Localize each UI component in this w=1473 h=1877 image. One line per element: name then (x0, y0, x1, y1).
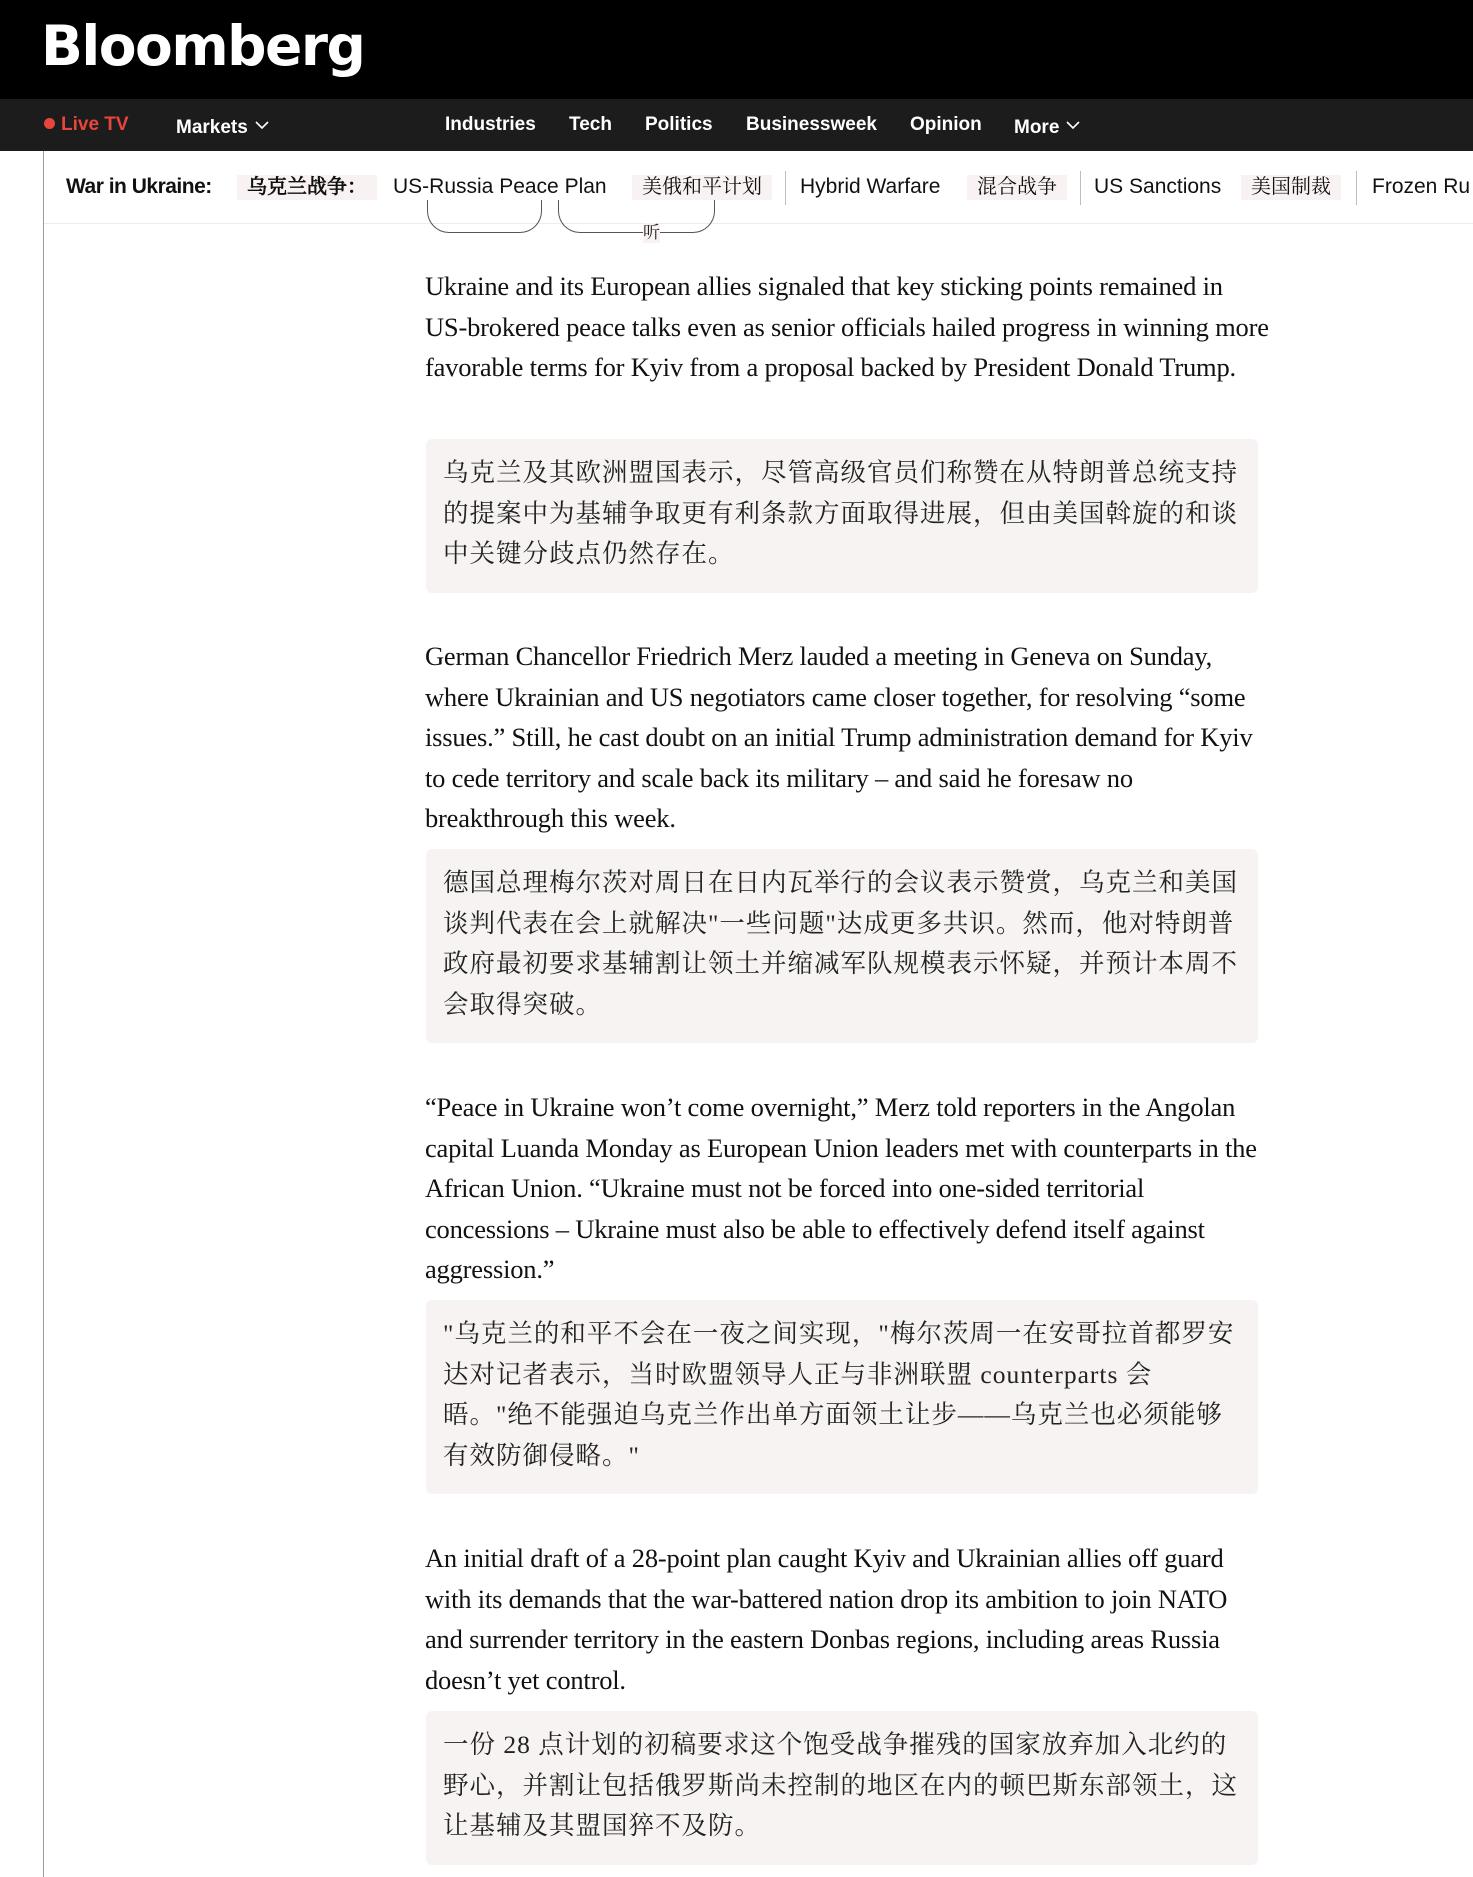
chevron-down-icon (1066, 99, 1080, 151)
listen-button-label: 听 (643, 223, 660, 242)
nav-politics[interactable]: Politics (645, 114, 713, 135)
article-action-button[interactable] (427, 200, 542, 233)
nav-markets[interactable] (176, 99, 269, 151)
topic-us-russia-peace-plan[interactable]: US-Russia Peace Plan (393, 175, 607, 198)
nav-more[interactable] (1014, 99, 1080, 151)
topic-translation: 混合战争 (967, 175, 1067, 200)
article-paragraph: Ukraine and its European allies signaled that key sticking points remained in US-brokered peace talks even as senior officials hailed progress in winning more favorable terms for Kyiv from a proposal backed by President Donald Trump. (425, 271, 1269, 383)
nav-businessweek[interactable]: Businessweek (746, 114, 877, 135)
subnav-title: War in Ukraine: (66, 175, 212, 198)
article-paragraph: An initial draft of a 28-point plan caught Kyiv and Ukrainian allies off guard with its demands that the war-battered nation drop its ambition to join NATO and surrender territory in the eastern Donbas regions, including areas Russia doesn’t yet control. (425, 1543, 1228, 1695)
nav-markets-label: Markets (176, 117, 248, 138)
article-paragraph: “Peace in Ukraine won’t come overnight,” Merz told reporters in the Angolan capital Luanda Monday as European Union leaders met with counterparts in the African Union. “Ukraine must not be forced into one-sided territorial concessions – Ukraine must also be able to effectively defend itself against aggression.” (425, 1092, 1257, 1285)
translation-block: "乌克兰的和平不会在一夜之间实现，"梅尔茨周一在安哥拉首都罗安达对记者表示，当时欧盟领导人正与非洲联盟 counterparts 会晤。"绝不能强迫乌克兰作出单方面领土让步——乌克兰也必须能够有效防御侵略。" (426, 1300, 1258, 1494)
topic-frozen-russian-assets[interactable]: Frozen Ru (1372, 175, 1471, 198)
main-nav (0, 99, 1473, 151)
nav-industries[interactable]: Industries (445, 114, 536, 135)
listen-button[interactable] (558, 200, 715, 233)
topic-translation: 美国制裁 (1241, 175, 1341, 200)
topic-translation: 美俄和平计划 (632, 175, 772, 200)
topic-us-sanctions[interactable]: US Sanctions (1094, 175, 1222, 198)
divider (1080, 171, 1081, 205)
nav-more-label: More (1014, 117, 1060, 138)
subnav-title-translation: 乌克兰战争： (237, 175, 377, 200)
nav-live-tv[interactable] (44, 99, 129, 151)
translation-block: 乌克兰及其欧洲盟国表示，尽管高级官员们称赞在从特朗普总统支持的提案中为基辅争取更有利条款方面取得进展，但由美国斡旋的和谈中关键分歧点仍然存在。 (426, 439, 1258, 593)
nav-live-tv-label: Live TV (61, 114, 129, 135)
translation-block: 一份 28 点计划的初稿要求这个饱受战争摧残的国家放弃加入北约的野心，并割让包括俄罗斯尚未控制的地区在内的顿巴斯东部领土，这让基辅及其盟国猝不及防。 (426, 1711, 1258, 1865)
translation-block: 德国总理梅尔茨对周日在日内瓦举行的会议表示赞赏，乌克兰和美国谈判代表在会上就解决"一些问题"达成更多共识。然而，他对特朗普政府最初要求基辅割让领土并缩减军队规模表示怀疑，并预计本周不会取得突破。 (426, 849, 1258, 1043)
page-left-rule (43, 151, 44, 1877)
masthead (0, 0, 1473, 99)
live-dot-icon (44, 118, 55, 129)
nav-tech[interactable]: Tech (569, 114, 612, 135)
divider (785, 171, 786, 205)
bloomberg-logo[interactable]: Bloomberg (41, 14, 365, 78)
topic-hybrid-warfare[interactable]: Hybrid Warfare (800, 175, 941, 198)
article-paragraph: German Chancellor Friedrich Merz lauded a meeting in Geneva on Sunday, where Ukrainian and US negotiators came closer together, for resolving “some issues.” Still, he cast doubt on an initial Trump administration demand for Kyiv to cede territory and scale back its military – and said he foresaw no breakthrough this week. (425, 641, 1253, 834)
chevron-down-icon (255, 99, 269, 151)
topic-subnav (44, 151, 1473, 224)
nav-opinion[interactable]: Opinion (910, 114, 982, 135)
divider (1356, 171, 1357, 205)
